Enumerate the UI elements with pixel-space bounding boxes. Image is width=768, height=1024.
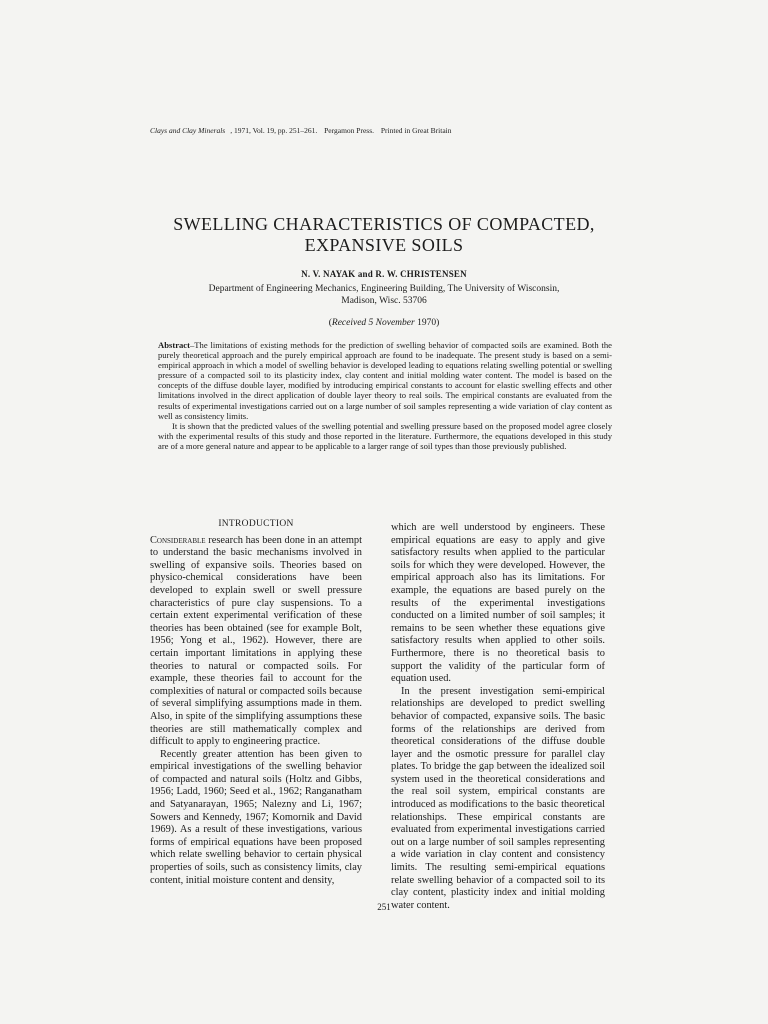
journal-name: Clays and Clay Minerals bbox=[150, 126, 226, 135]
intro-paragraph-2: Recently greater attention has been given to empirical investigations of the swelling behavior of compacted and natural soils (Holtz and Gibbs, 1956; Ladd, 1960; Seed et al., 1962; Ranganatham and Satyanarayan, 1965; Nalezny and Li, 1967; Sowers and Kennedy, 1967; Komornik and David 1969). As a result of these investigations, various forms of empirical equations have been proposed which relate swelling behavior to certain physical properties of soils, such as consistency limits, clay content, initial moisture content and density, bbox=[150, 748, 362, 886]
publisher: Pergamon Press. bbox=[324, 126, 374, 135]
abstract-paragraph-2: It is shown that the predicted values of the swelling potential and swelling pressure based on the proposed model agree closely with the experimental results of this study and those reported in the literature. Furthermore, the equations developed in this study are of a more general nature and appear to be applicable to a larger range of soil types than those previously published. bbox=[158, 420, 612, 451]
intro-dropword: Considerable bbox=[150, 534, 206, 546]
journal-citation bbox=[150, 126, 456, 135]
article-title bbox=[140, 214, 628, 256]
page-number: 251 bbox=[377, 902, 391, 912]
intro-paragraph-3: which are well understood by engineers. These empirical equations are easy to apply and give satisfactory results when applied to the particular soils for which they were developed. However, the empirical approach also has its limitations. For example, the equations are based purely on the results of the experimental investigations conducted on a limited number of soil samples; it remains to be seen whether these equations give satisfactory results when applied to other soils. Furthermore, there is no theoretical basis to support the validity of the particular form of equation used. bbox=[391, 522, 605, 685]
introduction-heading: INTRODUCTION bbox=[218, 519, 294, 529]
received-year: 1970) bbox=[414, 318, 440, 328]
received-date bbox=[140, 318, 628, 328]
volume-info: , 1971, Vol. 19, pp. 251–261. bbox=[230, 126, 318, 135]
received-paren: ( bbox=[328, 318, 332, 328]
right-column bbox=[391, 522, 605, 912]
abstract-label: Abstract bbox=[158, 340, 190, 350]
abstract-text-1: –The limitations of existing methods for the prediction of swelling behavior of compacted soils are examined. Both the purely theoretical approach and the purely empirical approach are found to be inadequate. The present study is based on a semi-empirical approach in which a model of swelling behavior is developed leading to equations relating swelling potential or swelling pressure of a compacted soil to its plasticity index, clay content and initial molding water content. The model is based on the concepts of the diffuse double layer, modified by introducing empirical constants to account for elastic swelling effects and other limitations involved in the direct application of double layer theory to real soils. The empirical constants are evaluated from the results of experimental investigations carried out on a large number of soil samples representing a wide variation of clay content as well as consistency limits. bbox=[158, 340, 612, 421]
abstract bbox=[158, 340, 612, 451]
title-line-2: EXPANSIVE SOILS bbox=[304, 235, 464, 255]
intro-paragraph-4: In the present investigation semi-empirical relationships are developed to predict swelling behavior of compacted, expansive soils. The basic forms of the relationships are derived from theoretical considerations of the diffuse double layer and the osmotic pressure for parallel clay plates. To bridge the gap between the idealized soil system used in the theoretical considerations and the real soil system, empirical constants are introduced as modifications to the basic theoretical relationships. These empirical constants are evaluated from experimental investigations carried out on a large number of soil samples representing a wide variation in clay content and consistency limits. The resulting semi-empirical equations relate swelling behavior of a compacted soil to its clay content, plasticity index and initial molding water content. bbox=[391, 685, 605, 911]
intro-paragraph-1-text: research has been done in an attempt to understand the basic mechanisms involved in swelling of expansive soils. Theories based on physico-chemical considerations have been developed to explain swell or swell pressure characteristics of pure clay suspensions. To a certain extent experimental verification of these theories has been obtained (see for example Bolt, 1956; Yong et al., 1962). However, there are certain important limitations in applying these theories to natural or compacted soils. For example, these theories fail to account for the complexities of natural or compacted soils because of several simplifying assumptions made in them. Also, in spite of the simplifying assumptions these theories are still mathematically complex and difficult to apply to engineering practice. bbox=[150, 534, 362, 748]
left-column bbox=[150, 518, 362, 887]
authors: N. V. NAYAK and R. W. CHRISTENSEN bbox=[301, 269, 467, 279]
affiliation bbox=[170, 283, 598, 307]
intro-paragraph-1 bbox=[150, 535, 362, 749]
affiliation-line-2: Madison, Wisc. 53706 bbox=[341, 296, 427, 306]
printed-location: Printed in Great Britain bbox=[380, 126, 452, 135]
abstract-paragraph-1 bbox=[158, 340, 612, 421]
received-text: Received 5 November bbox=[331, 318, 415, 328]
title-line-1: SWELLING CHARACTERISTICS OF COMPACTED, bbox=[173, 214, 595, 234]
affiliation-line-1: Department of Engineering Mechanics, Engineering Building, The University of Wisconsin, bbox=[208, 284, 560, 294]
